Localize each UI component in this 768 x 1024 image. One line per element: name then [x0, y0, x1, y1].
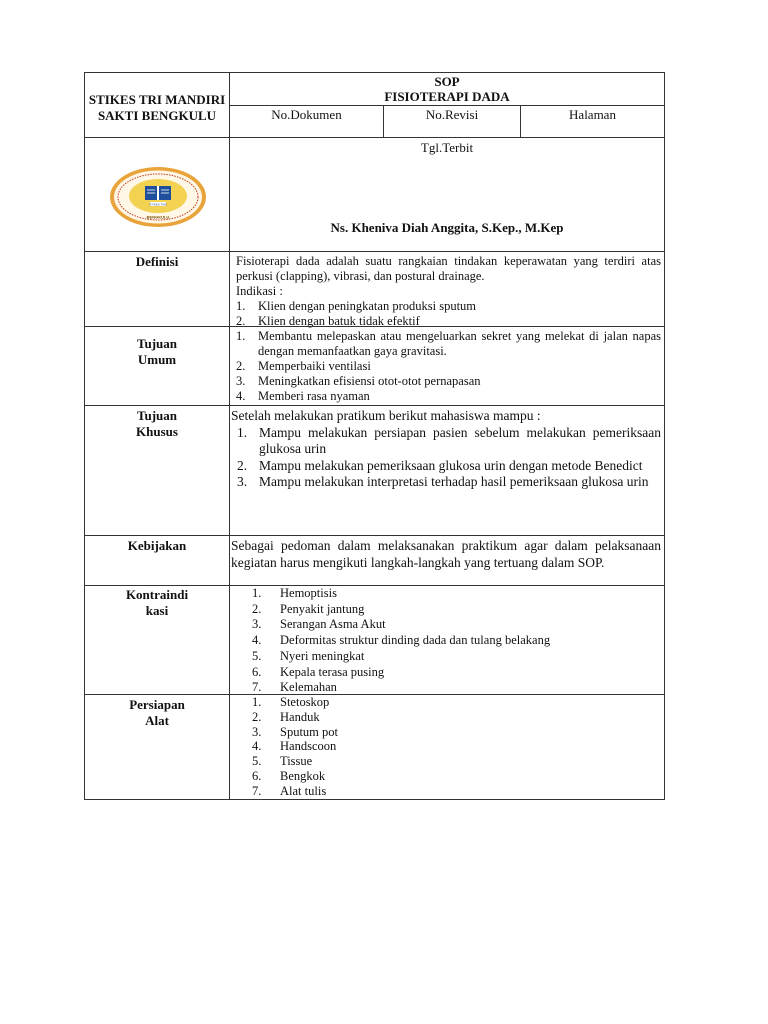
list-number: 3.: [252, 617, 262, 632]
list-item: [236, 359, 661, 374]
no-revisi-cell: [383, 105, 521, 138]
list-number: 1.: [237, 424, 248, 440]
list-number: 7.: [252, 680, 262, 695]
kontraindikasi-label-2: kasi: [145, 603, 169, 618]
kebijakan-text: Sebagai pedoman dalam melaksanakan praktikum agar dalam pelaksanaan kegiatan harus mengikuti langkah-langkah yang tertuang dalam SOP.: [231, 538, 661, 570]
logo-bottom-text: BENGKULU: [146, 214, 170, 220]
list-item: [236, 374, 661, 389]
no-revisi-label: No.Revisi: [425, 107, 479, 122]
list-item: [236, 739, 661, 754]
list-item: [236, 769, 661, 784]
tujuan-khusus-label-2: Khusus: [136, 424, 178, 439]
list-text: Hemoptisis: [280, 586, 337, 600]
indikasi-list: [236, 299, 661, 329]
list-text: Stetoskop: [280, 695, 330, 709]
persiapan-alat-label-2: Alat: [145, 713, 169, 728]
list-text: Serangan Asma Akut: [280, 617, 386, 632]
list-number: 7.: [252, 783, 262, 798]
list-number: 4.: [236, 389, 246, 403]
list-number: 5.: [252, 648, 262, 663]
sop-title-block: [229, 72, 665, 106]
kebijakan-content: [229, 535, 665, 586]
list-number: 1.: [236, 299, 246, 313]
tujuan-khusus-intro: Setelah melakukan pratikum berikut mahasiswa mampu :: [231, 408, 541, 423]
list-text: Kelemahan: [280, 680, 337, 695]
list-number: 6.: [252, 768, 262, 783]
tujuan-umum-label-2: Umum: [137, 352, 177, 367]
list-text: Nyeri meningkat: [280, 648, 365, 663]
list-text: Memperbaiki ventilasi: [258, 359, 371, 373]
list-number: 2.: [252, 709, 262, 724]
list-number: 6.: [252, 664, 262, 679]
list-text: Meningkatkan efisiensi otot-otot pernapasan: [258, 374, 481, 388]
list-text: Alat tulis: [280, 783, 327, 798]
list-item: [237, 458, 661, 475]
list-text: Tissue: [280, 754, 313, 769]
list-number: 4.: [252, 739, 262, 754]
list-number: 3.: [237, 474, 248, 489]
author-name: Ns. Kheniva Diah Anggita, S.Kep., M.Kep: [330, 220, 564, 235]
list-text: Deformitas struktur dinding dada dan tulang belakang: [280, 633, 551, 648]
list-item: [236, 389, 661, 404]
persiapan-alat-list: [236, 695, 661, 799]
list-number: 1.: [252, 695, 262, 709]
list-number: 1.: [236, 329, 246, 343]
halaman-label: Halaman: [569, 107, 616, 122]
list-text: Sputum pot: [280, 724, 338, 739]
definisi-label-cell: [84, 251, 230, 327]
list-item: [237, 474, 661, 491]
list-number: 4.: [252, 633, 262, 648]
list-text: Klien dengan peningkatan produksi sputum: [258, 299, 477, 313]
list-text: Mampu melakukan pemeriksaan glukosa urin dengan metode Benedict: [259, 457, 643, 473]
list-item: [236, 299, 661, 314]
list-number: 3.: [252, 724, 262, 739]
kebijakan-label-cell: [84, 535, 230, 586]
list-text: Handscoon: [280, 739, 337, 754]
persiapan-alat-label-1: Persiapan: [129, 697, 185, 712]
sop-label: SOP: [434, 74, 460, 89]
list-item: [236, 586, 661, 602]
tujuan-khusus-content: [229, 405, 665, 536]
kontraindikasi-content: [229, 585, 665, 695]
halaman-cell: [520, 105, 665, 138]
no-dokumen-label: No.Dokumen: [271, 107, 342, 122]
list-number: 2.: [237, 457, 248, 473]
logo-center-text: STIKES TMS: [149, 202, 167, 207]
list-item: [236, 710, 661, 725]
tgl-terbit-label: Tgl.Terbit: [420, 140, 474, 155]
list-item: [236, 725, 661, 740]
institution-label: STIKES TRI MANDIRI SAKTI BENGKULU: [88, 91, 226, 123]
logo-book-spine: [157, 186, 159, 200]
kebijakan-label: Kebijakan: [127, 538, 187, 553]
list-item: [236, 602, 661, 618]
list-item: [237, 425, 661, 458]
definisi-text: Fisioterapi dada adalah suatu rangkaian tindakan keperawatan yang terdiri atas perkusi (clapping), vibrasi, dan postural drainage.: [236, 254, 661, 283]
list-text: Kepala terasa pusing: [280, 664, 385, 679]
list-number: 2.: [236, 359, 246, 373]
list-item: [236, 649, 661, 665]
kontraindikasi-label-1: Kontraindi: [125, 587, 189, 602]
list-item: [236, 695, 661, 710]
institution-logo: [108, 166, 208, 228]
list-number: 5.: [252, 754, 262, 769]
tgl-terbit-cell: [229, 137, 665, 252]
persiapan-alat-content: [229, 694, 665, 800]
kontraindikasi-list: [236, 586, 661, 696]
tujuan-khusus-label-cell: [84, 405, 230, 536]
tujuan-umum-content: [229, 326, 665, 406]
list-text: Klien dengan batuk tidak efektif: [258, 314, 420, 328]
persiapan-alat-label-cell: [84, 694, 230, 800]
kontraindikasi-label-cell: [84, 585, 230, 695]
list-text: Penyakit jantung: [280, 601, 365, 616]
indikasi-label: Indikasi :: [236, 284, 283, 298]
list-item: [236, 617, 661, 633]
list-number: 3.: [236, 374, 246, 388]
list-item: [236, 754, 661, 769]
list-item: [236, 784, 661, 799]
sop-title: FISIOTERAPI DADA: [384, 89, 510, 104]
tujuan-umum-label-cell: [84, 326, 230, 406]
list-item: [236, 633, 661, 649]
definisi-content: [229, 251, 665, 327]
list-text: Bengkok: [280, 768, 326, 783]
list-text: Mampu melakukan interpretasi terhadap hasil pemeriksaan glukosa urin: [259, 474, 649, 489]
logo-cell: [84, 137, 230, 252]
list-number: 1.: [252, 586, 262, 600]
list-item: [236, 665, 661, 681]
tujuan-umum-list: [236, 329, 661, 404]
list-number: 2.: [252, 601, 262, 616]
list-text: Memberi rasa nyaman: [258, 389, 370, 403]
tujuan-umum-label-1: Tujuan: [137, 336, 177, 351]
list-text: Handuk: [280, 709, 320, 724]
tujuan-khusus-label-1: Tujuan: [137, 408, 177, 423]
list-text: Membantu melepaskan atau mengeluarkan sekret yang melekat di jalan napas dengan memanfaatkan gaya gravitasi.: [258, 329, 661, 358]
definisi-label: Definisi: [135, 254, 179, 269]
list-number: 2.: [236, 314, 246, 328]
list-item: [236, 329, 661, 359]
no-dokumen-cell: [229, 105, 384, 138]
list-text: Mampu melakukan persiapan pasien sebelum melakukan pemeriksaan glukosa urin: [259, 424, 661, 456]
tujuan-khusus-list: [231, 425, 661, 491]
institution-name: [84, 72, 230, 138]
